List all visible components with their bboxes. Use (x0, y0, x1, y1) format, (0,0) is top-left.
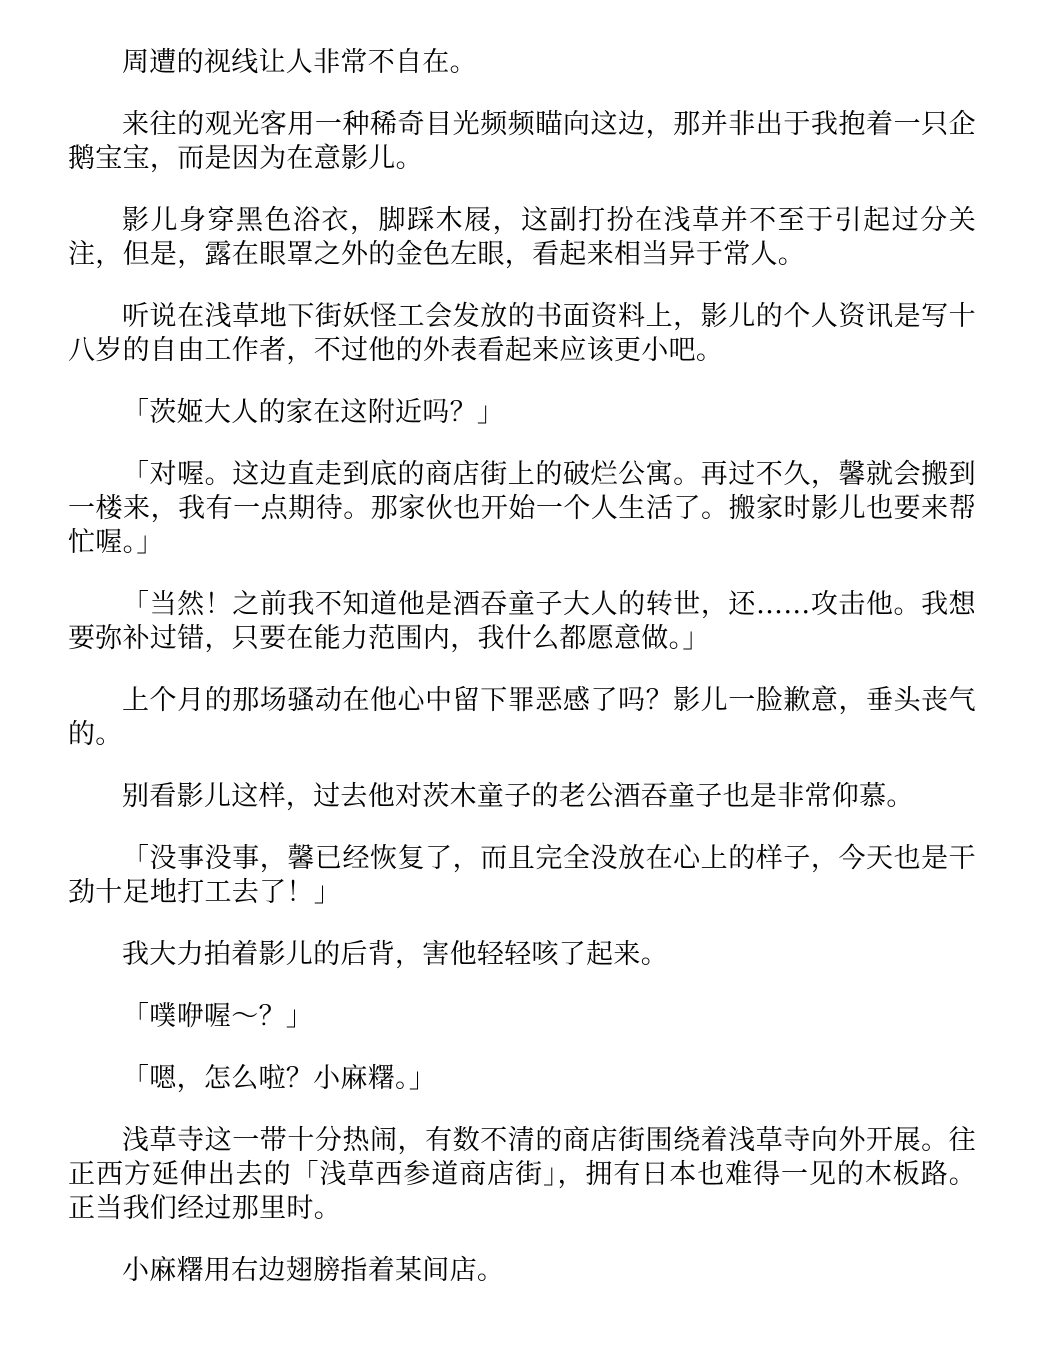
paragraph: 上个月的那场骚动在他心中留下罪恶感了吗？影儿一脸歉意，垂头丧气的。 (68, 685, 976, 750)
paragraph: 「没事没事，馨已经恢复了，而且完全没放在心上的样子，今天也是干劲十足地打工去了！」 (68, 843, 976, 908)
paragraph: 周遭的视线让人非常不自在。 (122, 47, 477, 78)
paragraph: 浅草寺这一带十分热闹，有数不清的商店街围绕着浅草寺向外开展。往正西方延伸出去的「浅草西参道商店街」，拥有日本也难得一见的木板路。正当我们经过那里时。 (68, 1125, 976, 1224)
paragraph: 「嗯，怎么啦？小麻糬。」 (122, 1063, 437, 1094)
paragraph: 「对喔。这边直走到底的商店街上的破烂公寓。再过不久，馨就会搬到一楼来，我有一点期待。那家伙也开始一个人生活了。搬家时影儿也要来帮忙喔。」 (68, 459, 976, 558)
paragraph: 小麻糬用右边翅膀指着某间店。 (122, 1255, 505, 1286)
paragraph: 影儿身穿黑色浴衣，脚踩木屐，这副打扮在浅草并不至于引起过分关注，但是，露在眼罩之外的金色左眼，看起来相当异于常人。 (68, 205, 976, 270)
paragraph: 「噗咿喔～？」 (122, 1001, 314, 1032)
paragraph: 来往的观光客用一种稀奇目光频频瞄向这边，那并非出于我抱着一只企鹅宝宝，而是因为在意影儿。 (68, 109, 976, 174)
paragraph: 别看影儿这样，过去他对茨木童子的老公酒吞童子也是非常仰慕。 (122, 781, 914, 812)
paragraph: 听说在浅草地下街妖怪工会发放的书面资料上，影儿的个人资讯是写十八岁的自由工作者，不过他的外表看起来应该更小吧。 (68, 301, 976, 366)
paragraph: 「当然！之前我不知道他是酒吞童子大人的转世，还……攻击他。我想要弥补过错，只要在能力范围内，我什么都愿意做。」 (68, 589, 976, 654)
paragraph: 「茨姬大人的家在这附近吗？」 (122, 397, 505, 428)
paragraph: 我大力拍着影儿的后背，害他轻轻咳了起来。 (122, 939, 668, 970)
